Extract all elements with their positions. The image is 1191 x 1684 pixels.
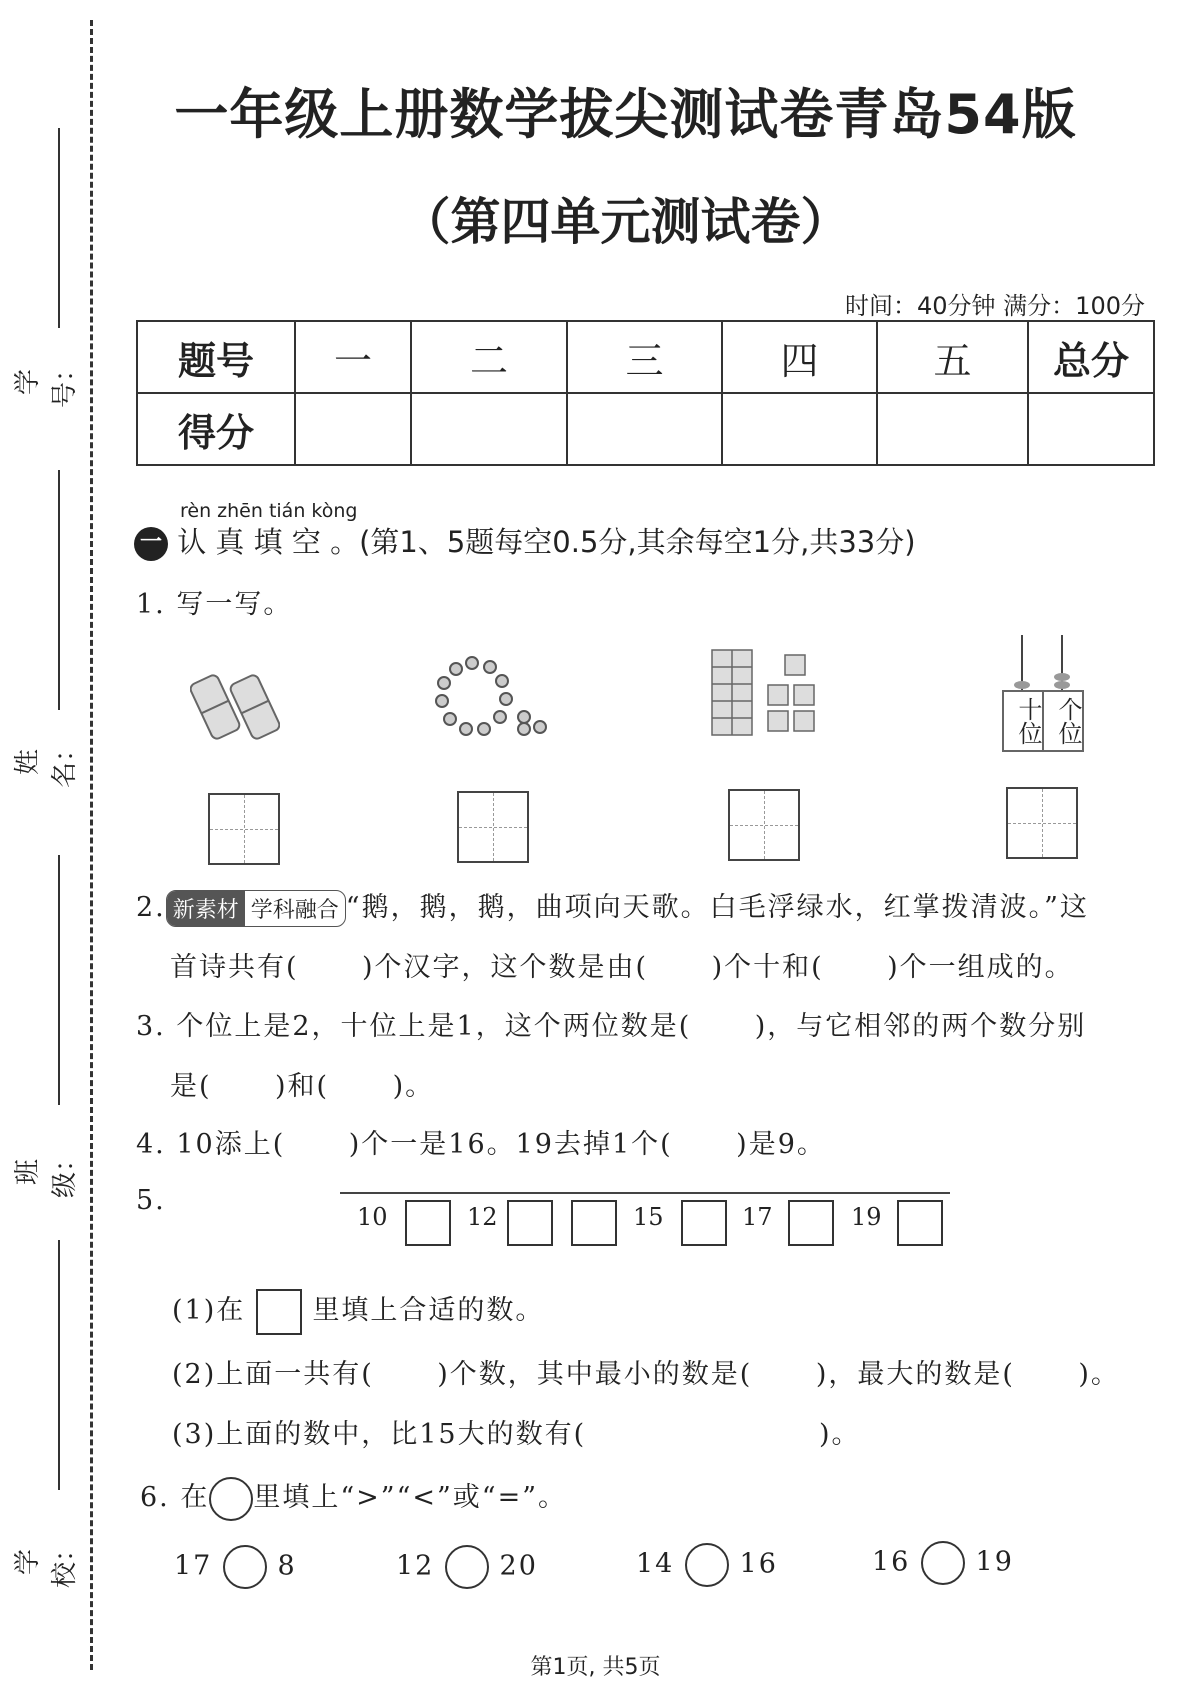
- q5-number: 5.: [136, 1185, 166, 1216]
- score-cell[interactable]: [295, 393, 411, 465]
- q2-line1: [136, 885, 1089, 927]
- score-row: [137, 393, 1154, 465]
- left-number: 12: [396, 1550, 435, 1582]
- right-number: 20: [499, 1550, 538, 1582]
- name-label: 姓名：: [13, 736, 80, 789]
- name-line: [58, 470, 60, 710]
- tens-label: 十位: [1002, 690, 1044, 752]
- number-box[interactable]: [897, 1200, 943, 1246]
- class-label: 班级：: [13, 1146, 80, 1199]
- score-cell[interactable]: [411, 393, 567, 465]
- example-box-icon: [256, 1289, 302, 1335]
- number-label: 12: [467, 1203, 498, 1231]
- score-header-row: [137, 321, 1154, 393]
- number-label: 10: [357, 1203, 388, 1231]
- right-number: 16: [739, 1548, 778, 1580]
- badge-interdisciplinary: 学科融合: [250, 898, 339, 923]
- stick-bundles-image: [190, 672, 280, 742]
- header-cell: 二: [411, 321, 567, 393]
- q6-text-a: 6. 在: [140, 1482, 210, 1513]
- q4-text: 4. 10添上( )个一是16。19去掉1个( )是9。: [136, 1129, 826, 1160]
- class-line: [58, 855, 60, 1105]
- comparison-circle[interactable]: [685, 1543, 729, 1587]
- header-cell: 四: [722, 321, 877, 393]
- header-cell: 五: [877, 321, 1028, 393]
- school-line: [58, 1240, 60, 1490]
- section-heading: [134, 520, 916, 561]
- bead-ring-image: [432, 655, 552, 745]
- comparison-item: [872, 1541, 1014, 1585]
- header-cell: 三: [567, 321, 722, 393]
- q2-badge: [166, 890, 346, 927]
- number-box[interactable]: [788, 1200, 834, 1246]
- page-title: 一年级上册数学拔尖测试卷青岛54版: [174, 83, 1077, 146]
- number-box[interactable]: [405, 1200, 451, 1246]
- comparison-circle[interactable]: [921, 1541, 965, 1585]
- q1-text: 1. 写一写。: [136, 589, 293, 620]
- answer-grid-box[interactable]: [208, 793, 280, 865]
- score-cell[interactable]: [567, 393, 722, 465]
- q6-text: [140, 1475, 567, 1521]
- cube-blocks-image: [710, 645, 825, 740]
- comparison-circle[interactable]: [445, 1545, 489, 1589]
- header-cell: 题号: [137, 321, 295, 393]
- badge-new-material: 新素材: [167, 891, 245, 926]
- comparison-item: [636, 1543, 778, 1587]
- left-number: 14: [636, 1548, 675, 1580]
- comparison-item: [396, 1545, 538, 1589]
- score-cell[interactable]: [722, 393, 877, 465]
- q6-text-b: 里填上“>”“<”或“=”。: [253, 1482, 568, 1513]
- q5-sub1: [172, 1288, 544, 1335]
- row-label: 得分: [137, 393, 295, 465]
- q5-sub1-text: 里填上合适的数。: [312, 1295, 545, 1326]
- section-title: 认 真 填 空 。(第1、5题每空0.5分,其余每空1分,共33分): [177, 525, 916, 559]
- q2-text: “鹅，鹅，鹅，曲项向天歌。白毛浮绿水，红掌拨清波。”这: [345, 892, 1089, 923]
- left-number: 16: [872, 1546, 911, 1578]
- answer-grid-box[interactable]: [457, 791, 529, 863]
- example-circle-icon: [209, 1477, 253, 1521]
- school-label: 学校：: [13, 1536, 80, 1589]
- q3-line1: 3. 个位上是2，十位上是1，这个两位数是( )，与它相邻的两个数分别: [136, 1011, 1087, 1042]
- ones-label: 个位: [1042, 690, 1084, 752]
- q5-sub2: (2)上面一共有( )个数，其中最小的数是( )，最大的数是( )。: [172, 1359, 1120, 1390]
- answer-grid-box[interactable]: [1006, 787, 1078, 859]
- comparison-circle[interactable]: [223, 1545, 267, 1589]
- q5-sub1-text: (1)在: [172, 1295, 246, 1326]
- header-cell: 总分: [1028, 321, 1154, 393]
- header-cell: 一: [295, 321, 411, 393]
- student-id-label: 学号：: [13, 356, 80, 409]
- q3-line2: 是( )和( )。: [170, 1071, 435, 1102]
- page-footer: 第1页, 共5页: [530, 1655, 661, 1680]
- abacus-image: [1002, 635, 1082, 755]
- score-cell[interactable]: [1028, 393, 1154, 465]
- number-box[interactable]: [507, 1200, 553, 1246]
- number-label: 15: [633, 1203, 664, 1231]
- binding-line: [90, 20, 93, 1670]
- section-number-icon: 一: [134, 527, 168, 561]
- right-number: 8: [277, 1550, 297, 1582]
- score-cell[interactable]: [877, 393, 1028, 465]
- section-pinyin: rèn zhēn tián kòng: [180, 500, 358, 522]
- q2-line2: 首诗共有( )个汉字，这个数是由( )个十和( )个一组成的。: [170, 952, 1074, 983]
- number-label: 17: [742, 1203, 773, 1231]
- q5-sub3: (3)上面的数中，比15大的数有( )。: [172, 1419, 861, 1450]
- number-box[interactable]: [681, 1200, 727, 1246]
- right-number: 19: [975, 1546, 1014, 1578]
- number-line: [340, 1192, 950, 1194]
- left-number: 17: [174, 1550, 213, 1582]
- q2-number: 2.: [136, 892, 166, 923]
- number-box[interactable]: [571, 1200, 617, 1246]
- score-table: [136, 320, 1155, 466]
- time-info: 时间：40分钟 满分：100分: [845, 292, 1145, 320]
- answer-grid-box[interactable]: [728, 789, 800, 861]
- comparison-item: [174, 1545, 297, 1589]
- page-subtitle: （第四单元测试卷）: [400, 193, 851, 251]
- number-label: 19: [851, 1203, 882, 1231]
